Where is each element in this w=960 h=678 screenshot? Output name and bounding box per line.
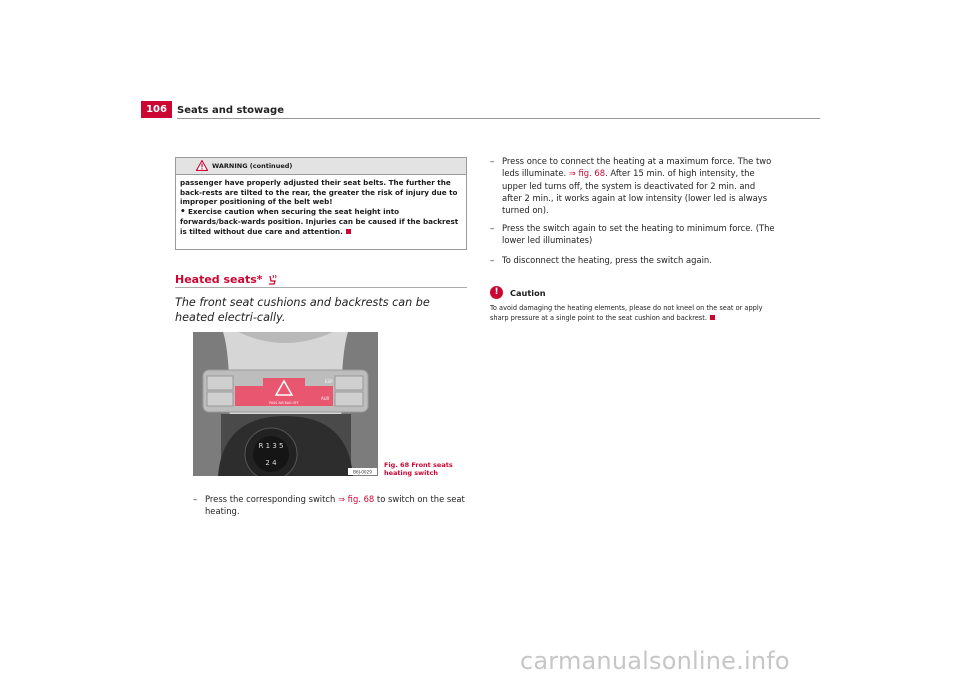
fig68-link[interactable]: ⇒ fig. 68 bbox=[338, 494, 375, 504]
warning-paragraph: passenger have properly adjusted their seat belts. The further the back-rests are tilted to the rear, the greater the risk of injury due to improper positioning of the belt web! bbox=[180, 178, 458, 207]
step-switch-on bbox=[193, 493, 467, 518]
step-dash: – bbox=[490, 255, 495, 265]
watermark: carmanualsonline.info bbox=[520, 647, 790, 675]
figure-caption-line2: heating switch bbox=[384, 469, 438, 477]
warning-heading: WARNING (continued) bbox=[212, 162, 293, 170]
step-dash: – bbox=[490, 223, 495, 233]
step-dash: – bbox=[490, 156, 495, 166]
caution-header bbox=[490, 286, 546, 299]
heating-switch-figure bbox=[193, 332, 378, 476]
gear-bottom-label: 2 4 bbox=[265, 459, 277, 467]
section-title bbox=[175, 273, 278, 286]
airbag-strip-label: PASS AIR BAG OFF bbox=[269, 401, 299, 405]
figure-caption bbox=[384, 461, 453, 477]
end-mark-icon bbox=[710, 315, 715, 320]
section-intro: The front seat cushions and backrests can be heated electri-cally. bbox=[175, 296, 430, 324]
caution-text bbox=[490, 303, 775, 323]
fig68-link[interactable]: ⇒ fig. 68 bbox=[568, 168, 606, 179]
warning-triangle-icon bbox=[196, 160, 208, 171]
step-min-force bbox=[490, 222, 775, 247]
caution-body: To avoid damaging the heating elements, please do not kneel on the seat or apply sharp pressure at a single point to the seat cushion and backrest. bbox=[490, 304, 763, 322]
step3-text: Press the switch again to set the heating to minimum force. (The lower led illuminates) bbox=[502, 223, 775, 246]
warning-bullet-text: Exercise caution when securing the seat height into forwards/back-wards position. Injuries can be caused if the backrest is tilted without due care and attention. bbox=[180, 206, 459, 236]
step1-text-b: to switch on the seat heating. bbox=[205, 494, 465, 517]
warning-header bbox=[176, 158, 466, 175]
aux-label: AUX bbox=[321, 396, 330, 401]
step-disconnect bbox=[490, 254, 775, 266]
step-max-force bbox=[490, 155, 775, 216]
step1-text-a: Press the corresponding switch bbox=[205, 494, 338, 504]
end-mark-icon bbox=[346, 229, 351, 234]
caution-icon: ! bbox=[490, 286, 503, 299]
step-dash: – bbox=[193, 494, 198, 504]
page-number: 106 bbox=[141, 101, 172, 118]
gear-top-label: R 1 3 5 bbox=[258, 442, 284, 450]
esp-label: ESP bbox=[325, 379, 333, 384]
section-rule bbox=[175, 287, 467, 288]
section-title-text: Heated seats* bbox=[175, 273, 263, 286]
heated-seat-icon bbox=[266, 274, 278, 286]
figure-code: B6J-0029 bbox=[353, 469, 372, 475]
warning-box bbox=[175, 157, 467, 250]
caution-heading: Caution bbox=[510, 287, 546, 298]
bullet-icon: • bbox=[180, 206, 186, 217]
step2-text-b: . After 15 min. of high intensity, the upper led turns off, the system is deactivated for 2 min. and after 2 min., it works again at low intensity (lower led is always turned on). bbox=[502, 168, 768, 216]
header-rule bbox=[177, 118, 820, 119]
figure-caption-line1: Fig. 68 Front seats bbox=[384, 461, 453, 469]
step4-text: To disconnect the heating, press the switch again. bbox=[502, 255, 712, 265]
header-title: Seats and stowage bbox=[177, 105, 284, 116]
step2-text-a: Press once to connect the heating at a maximum force. The two leds illuminate. bbox=[502, 156, 772, 179]
warning-body bbox=[176, 175, 466, 237]
